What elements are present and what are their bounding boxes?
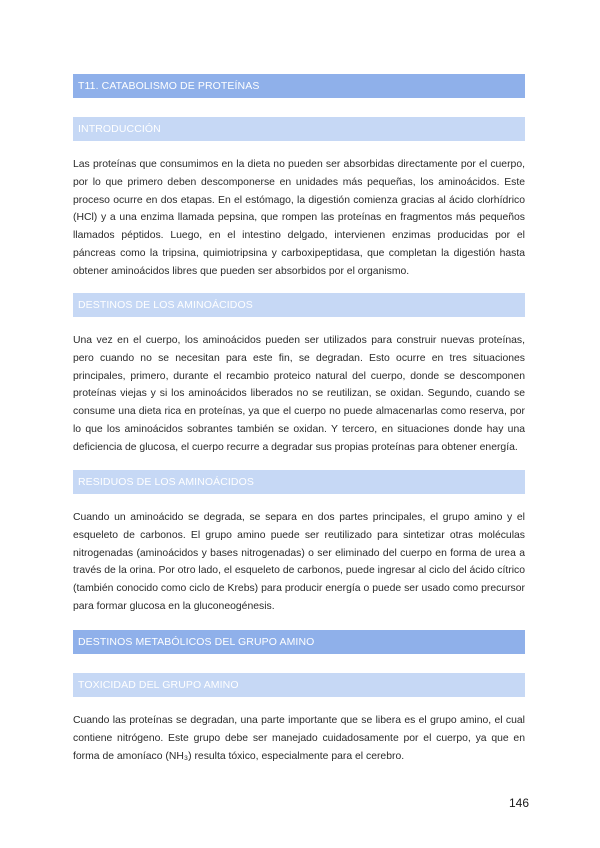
chapter-title: T11. CATABOLISMO DE PROTEÍNAS: [78, 80, 260, 92]
page-number: 146: [508, 796, 529, 810]
section-heading-bar-introduccion: [73, 117, 525, 141]
paragraph-residuos-aminoacidos: Cuando un aminoácido se degrada, se separa en dos partes principales, el grupo amino y el esqueleto de carbonos. El grupo amino puede ser reutilizado para sintetizar otras moléculas nitrogenadas (aminoácidos y bases nitrogenadas) o ser eliminado del cuerpo en forma de urea a través de la orina. Por otro lado, el esqueleto de carbonos, puede ingresar al ciclo del ácido cítrico (también conocido como ciclo de Krebs) para producir energía o puede ser usado como precursor para formar glucosa en la gluconeogénesis.: [73, 512, 525, 612]
section-heading: DESTINOS METABÓLICOS DEL GRUPO AMINO: [78, 636, 315, 648]
section-heading: INTRODUCCIÓN: [78, 123, 161, 135]
paragraph-introduccion: Las proteínas que consumimos en la dieta no pueden ser absorbidas directamente por el cuerpo, por lo que primero deben descomponerse en unidades más pequeñas, los aminoácidos. Este proceso ocurre en dos etapas. En el estómago, la digestión comienza gracias al ácido clorhídrico (HCl) y a una enzima llamada pepsina, que rompen las proteínas en fragmentos más pequeños llamados péptidos. Luego, en el intestino delgado, intervienen enzimas producidas por el páncreas como la tripsina, quimiotripsina y carboxipeptidasa, que completan la digestión hasta obtener aminoácidos libres que pueden ser absorbidos por el organismo.: [73, 159, 525, 277]
paragraph-toxicidad: Cuando las proteínas se degradan, una parte importante que se libera es el grupo amino, el cual contiene nitrógeno. Este grupo debe ser manejado cuidadosamente por el cuerpo, ya que en forma de amoníaco (NH₃) resulta tóxico, especialmente para el cerebro.: [73, 715, 525, 762]
section-heading: TOXICIDAD DEL GRUPO AMINO: [78, 679, 239, 691]
section-heading-bar-destinos-metabolicos: [73, 630, 525, 654]
chapter-title-bar: [73, 74, 525, 98]
section-heading-bar-destinos-aminoacidos: [73, 293, 525, 317]
section-heading: DESTINOS DE LOS AMINOÁCIDOS: [78, 299, 253, 311]
paragraph-destinos-aminoacidos: Una vez en el cuerpo, los aminoácidos pueden ser utilizados para construir nuevas proteínas, pero cuando no se necesitan para este fin, se degradan. Esto ocurre en tres situaciones principales, primero, durante el recambio proteico natural del cuerpo, donde se descomponen proteínas viejas y si los aminoácidos liberados no se reutilizan, se oxidan. Segundo, cuando se consume una dieta rica en proteínas, ya que el cuerpo no puede almacenarlas como reserva, por lo que los aminoácidos sobrantes también se oxidan. Y tercero, en situaciones donde hay una deficiencia de glucosa, el cuerpo recurre a degradar sus propias proteínas para obtener energía.: [73, 335, 525, 453]
section-heading: RESIDUOS DE LOS AMINOÁCIDOS: [78, 476, 254, 488]
section-heading-bar-residuos-aminoacidos: [73, 470, 525, 494]
section-heading-bar-toxicidad: [73, 673, 525, 697]
